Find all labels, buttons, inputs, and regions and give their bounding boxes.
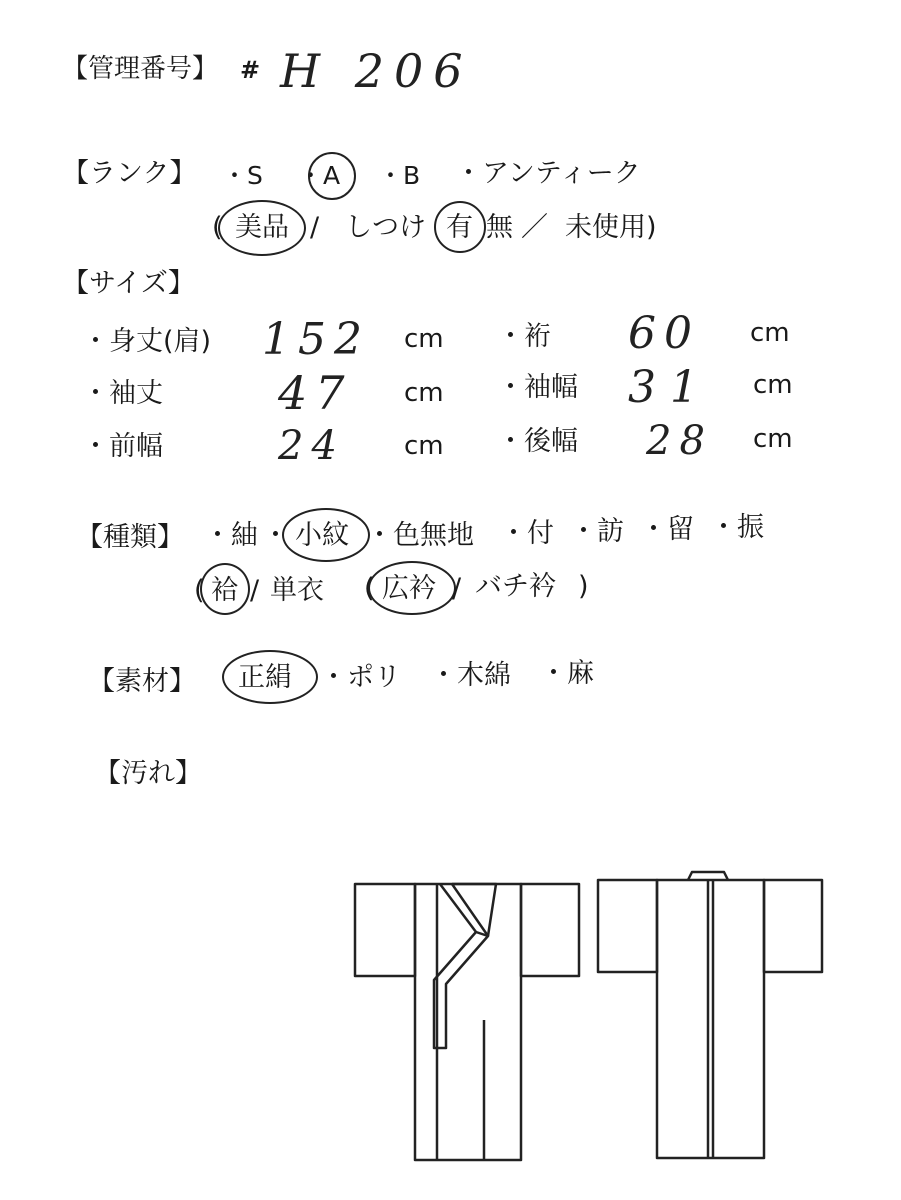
size-item-sodehaba-label: ・袖幅: [497, 372, 578, 403]
rank-option-b: ・B: [378, 161, 421, 190]
type-option-iromuji: ・色無地: [366, 520, 474, 551]
size-item-ushirohaba-value: 28: [646, 418, 713, 464]
size-item-sodetake-unit: cm: [404, 378, 444, 408]
material-label: 【素材】: [88, 666, 196, 697]
management-number-label: 【管理番号】: [62, 54, 219, 84]
rank-label: 【ランク】: [62, 158, 197, 189]
type-option-tsuke: ・付: [500, 518, 554, 549]
size-item-sodehaba-value: 31: [628, 362, 712, 413]
condition-open-paren: (: [212, 212, 223, 243]
condition-shitsuke: しつけ: [345, 212, 426, 243]
collar-open-paren: (: [364, 573, 375, 604]
size-item-maehaba-value: 24: [278, 423, 345, 469]
material-option-hemp: ・麻: [540, 658, 594, 689]
hash-mark: #: [240, 56, 261, 84]
size-item-yuki-label: ・裄: [497, 321, 551, 352]
size-item-mitake-unit: cm: [404, 324, 444, 354]
size-item-yuki-value: 60: [628, 308, 700, 359]
type-label: 【種類】: [76, 522, 184, 553]
condition-unused: 未使用): [565, 212, 657, 243]
type-option-furi: ・振: [710, 512, 764, 543]
material-option-shoken: 正絹: [238, 662, 292, 693]
lining-slash: /: [250, 575, 260, 606]
material-option-cotton: ・木綿: [430, 660, 511, 691]
collar-bachieri: バチ衿: [475, 571, 556, 602]
condition-beauty: 美品: [235, 212, 289, 243]
size-item-sodehaba-unit: cm: [753, 370, 793, 400]
kimono-back-icon: [598, 872, 822, 1158]
condition-slash-2: ／: [521, 212, 548, 243]
rank-option-s: ・S: [222, 161, 263, 190]
type-option-komon: 小紋: [295, 520, 349, 551]
stain-label: 【汚れ】: [94, 758, 202, 789]
size-item-maehaba-unit: cm: [404, 431, 444, 461]
condition-yes: 有: [446, 212, 473, 243]
lining-open-paren: (: [194, 575, 205, 606]
size-item-ushirohaba-unit: cm: [753, 424, 793, 454]
collar-close-paren: ): [578, 571, 589, 602]
collar-slash: /: [452, 573, 462, 604]
management-number-value: H 206: [280, 44, 473, 98]
type-option-tsumugi: ・紬: [204, 520, 258, 551]
rank-option-a: ・A: [298, 161, 341, 190]
size-item-yuki-unit: cm: [750, 318, 790, 348]
size-item-mitake-label: ・身丈(肩): [82, 326, 212, 357]
condition-slash-1: /: [310, 212, 320, 243]
size-item-mitake-value: 152: [262, 314, 370, 365]
condition-no: 無: [486, 212, 513, 243]
type-option-dot: ・: [262, 520, 289, 551]
size-item-sodetake-value: 47: [278, 366, 353, 420]
lining-hitoe: 単衣: [270, 575, 324, 606]
size-label: 【サイズ】: [62, 268, 195, 299]
size-item-ushirohaba-label: ・後幅: [497, 426, 578, 457]
material-option-poly: ・ポリ: [320, 662, 401, 693]
lining-awase: 袷: [211, 575, 238, 606]
rank-option-antique: ・アンティーク: [455, 158, 641, 189]
type-option-homon: ・訪: [570, 516, 624, 547]
type-option-tome: ・留: [640, 514, 694, 545]
collar-hiroeri: 広衿: [382, 573, 436, 604]
kimono-front-icon: [355, 884, 579, 1160]
size-item-maehaba-label: ・前幅: [82, 431, 163, 462]
size-item-sodetake-label: ・袖丈: [82, 378, 163, 409]
